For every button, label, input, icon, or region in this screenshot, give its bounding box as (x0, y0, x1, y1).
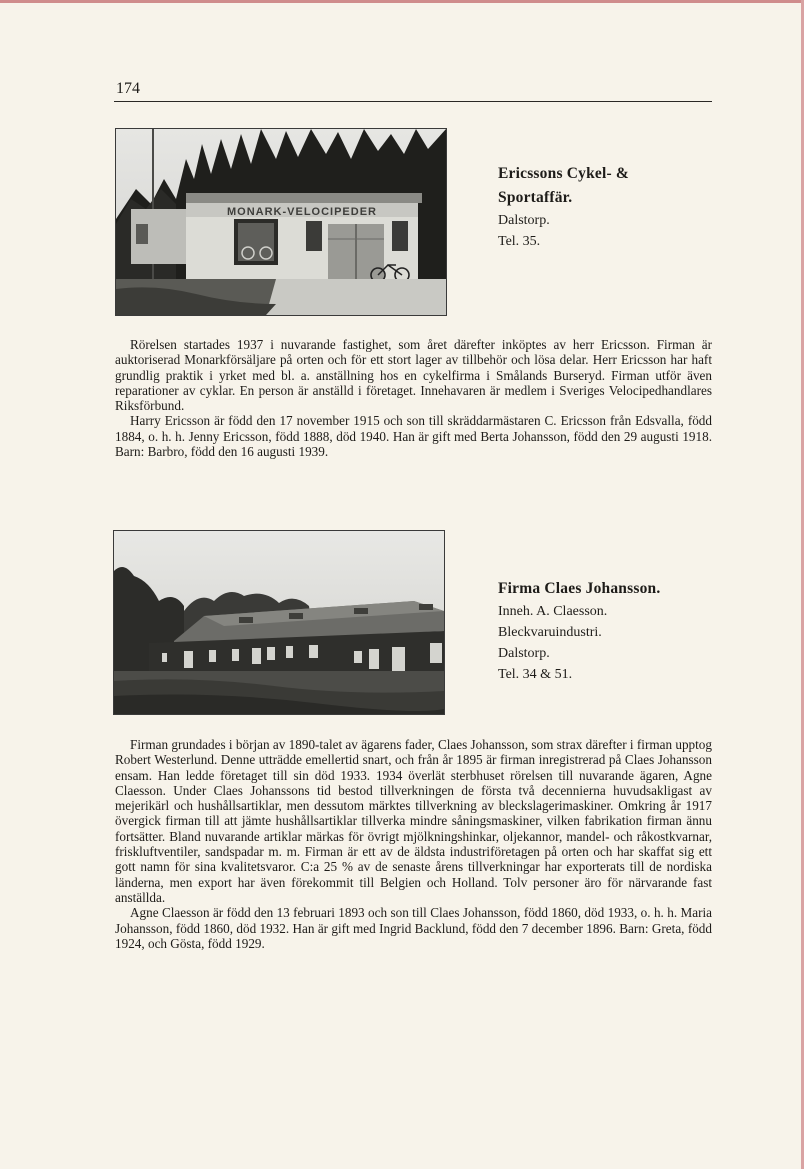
entry-title-line1: Ericssons Cykel- & (498, 165, 630, 182)
entry-industry: Bleckvaruindustri. (498, 625, 602, 640)
photo-factory-buildings (113, 530, 445, 715)
entry-title-line1: Firma Claes Johansson. (498, 580, 661, 597)
paragraph: Harry Ericsson är född den 17 november 1915 och son till skräddarmästaren C. Ericsson från Edsvalla, född 1884, o. h. h. Jenny Ericsson, född 1888, död 1940. Han är gift med Berta Johansson, född den 29 augusti 1918. Barn: Barbro, född den 16 augusti 1939. (115, 413, 712, 460)
page-number: 174 (116, 80, 140, 97)
shop-sign-text: MONARK-VELOCIPEDER (226, 206, 378, 218)
entry-phone: Tel. 34 & 51. (498, 667, 573, 682)
paragraph: Firman grundades i början av 1890-talet av ägarens fader, Claes Johansson, som strax därefter i firman upptog Robert Westerlund. Denne utträdde emellertid snart, och från år 1895 är firman inregistrerad på Claes Johansson ensam. Han ledde företaget till sin död 1933. 1934 överlät sterbhuset rörelsen till nuvarande ägaren, Agne Claesson. Under Claes Johanssons tid bestod tillverkningen de första två decennierna huvudsakligast av mejerikärl och hushållsartiklar, men dessutom märktes tillverkning av bleckslagerimaskiner. Omkring år 1917 övergick firman till att jämte hushållsartiklar tillverka mindre såningsmaskiner, vilken fabrikation firman ännu fortsätter. Bland nuvarande artiklar märkas för övrigt mjölkningshinkar, oljekannor, mandel- och råkostkvarnar, friskluftventiler, sandspadar m. m. Firman är ett av de äldsta industriföretagen på orten och har skaffat sig ett gott namn för sina kvalitetsvaror. C:a 25 % av de senaste årens tillverkningar har exporterats till de nordiska länderna, men export har även förekommit till Belgien och Holland. Tolv personer äro för närvarande fast anställda. (115, 737, 712, 905)
entry-body-ericssons (115, 337, 712, 459)
entry-phone: Tel. 35. (498, 234, 541, 249)
paragraph: Rörelsen startades 1937 i nuvarande fastighet, som året därefter inköptes av herr Ericsson. Firman är auktoriserad Monarkförsäljare på orten och för ett stort lager av tillbehör och lösa delar. Herr Ericsson har haft grundlig praktik i yrket med bl. a. anställning hos en cykelfirma i Smålands Burseryd. Firman utför även reparationer av cyklar. En person är anställd i företaget. Innehavaren är medlem i Sveriges Velocipedhandlares Riksförbund. (115, 337, 712, 414)
paragraph: Agne Claesson är född den 13 februari 1893 och son till Claes Johansson, född 1860, död 1933, o. h. h. Maria Johansson, född 1860, död 1932. Han är gift med Ingrid Backlund, född den 7 december 1896. Barn: Greta, född 1924, och Gösta, född 1929. (115, 905, 712, 951)
entry-caption-claes-johansson (498, 577, 708, 685)
entry-caption-ericssons (498, 162, 688, 252)
header-rule (114, 101, 712, 102)
photo-bicycle-shop (115, 128, 447, 316)
entry-body-claes-johansson (115, 737, 712, 951)
entry-title-line2: Sportaffär. (498, 189, 573, 206)
entry-location: Dalstorp. (498, 213, 550, 228)
page-edge-top (0, 0, 804, 3)
entry-location: Dalstorp. (498, 646, 550, 661)
entry-owner: Inneh. A. Claesson. (498, 604, 608, 619)
